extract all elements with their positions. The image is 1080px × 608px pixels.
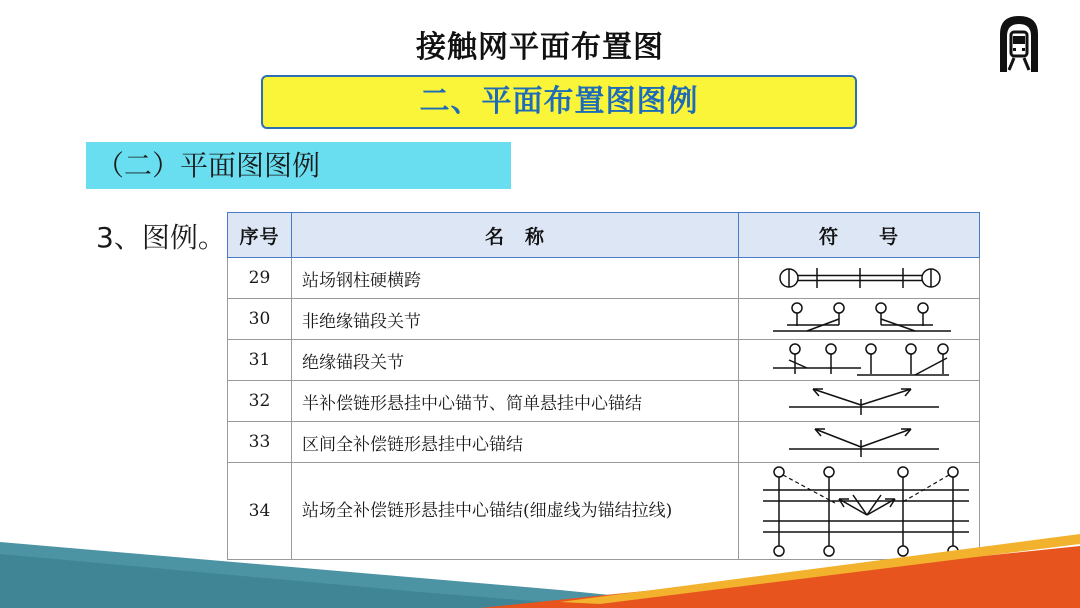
row-number: 31 bbox=[228, 340, 292, 381]
table-row bbox=[228, 340, 980, 381]
row-symbol bbox=[739, 422, 980, 463]
row-name: 站场全补偿链形悬挂中心锚结(细虚线为锚结拉线) bbox=[292, 463, 739, 560]
page-title: 接触网平面布置图 bbox=[416, 30, 664, 65]
row-name: 绝缘锚段关节 bbox=[292, 340, 739, 381]
row-symbol bbox=[739, 340, 980, 381]
table-row bbox=[228, 299, 980, 340]
item-label: 3、图例。 bbox=[96, 221, 226, 254]
row-name: 半补偿链形悬挂中心锚节、简单悬挂中心锚结 bbox=[292, 381, 739, 422]
row-name: 区间全补偿链形悬挂中心锚结 bbox=[292, 422, 739, 463]
subtitle-banner: 二、平面布置图图例 bbox=[261, 75, 857, 129]
table-row bbox=[228, 381, 980, 422]
row-symbol bbox=[739, 381, 980, 422]
metro-train-icon bbox=[996, 12, 1042, 76]
table-row bbox=[228, 258, 980, 299]
row-name: 站场钢柱硬横跨 bbox=[292, 258, 739, 299]
row-number: 34 bbox=[228, 463, 292, 560]
row-name: 非绝缘锚段关节 bbox=[292, 299, 739, 340]
bottom-decoration bbox=[0, 520, 1080, 608]
table-header-row bbox=[228, 213, 980, 258]
row-number: 29 bbox=[228, 258, 292, 299]
full-compensated-mid-anchor-symbol bbox=[739, 422, 980, 462]
half-compensated-mid-anchor-symbol bbox=[739, 381, 980, 421]
legend-table bbox=[227, 212, 980, 560]
header-number: 序号 bbox=[228, 213, 292, 258]
table-row bbox=[228, 422, 980, 463]
rigid-crossspan-symbol bbox=[739, 258, 980, 298]
row-number: 33 bbox=[228, 422, 292, 463]
section-heading: （二）平面图图例 bbox=[86, 142, 511, 189]
insulated-overlap-symbol bbox=[739, 340, 980, 380]
row-number: 30 bbox=[228, 299, 292, 340]
header-symbol: 符 号 bbox=[739, 213, 980, 258]
row-symbol bbox=[739, 258, 980, 299]
non-insulated-overlap-symbol bbox=[739, 299, 980, 339]
row-number: 32 bbox=[228, 381, 292, 422]
row-symbol bbox=[739, 299, 980, 340]
header-name: 名 称 bbox=[292, 213, 739, 258]
